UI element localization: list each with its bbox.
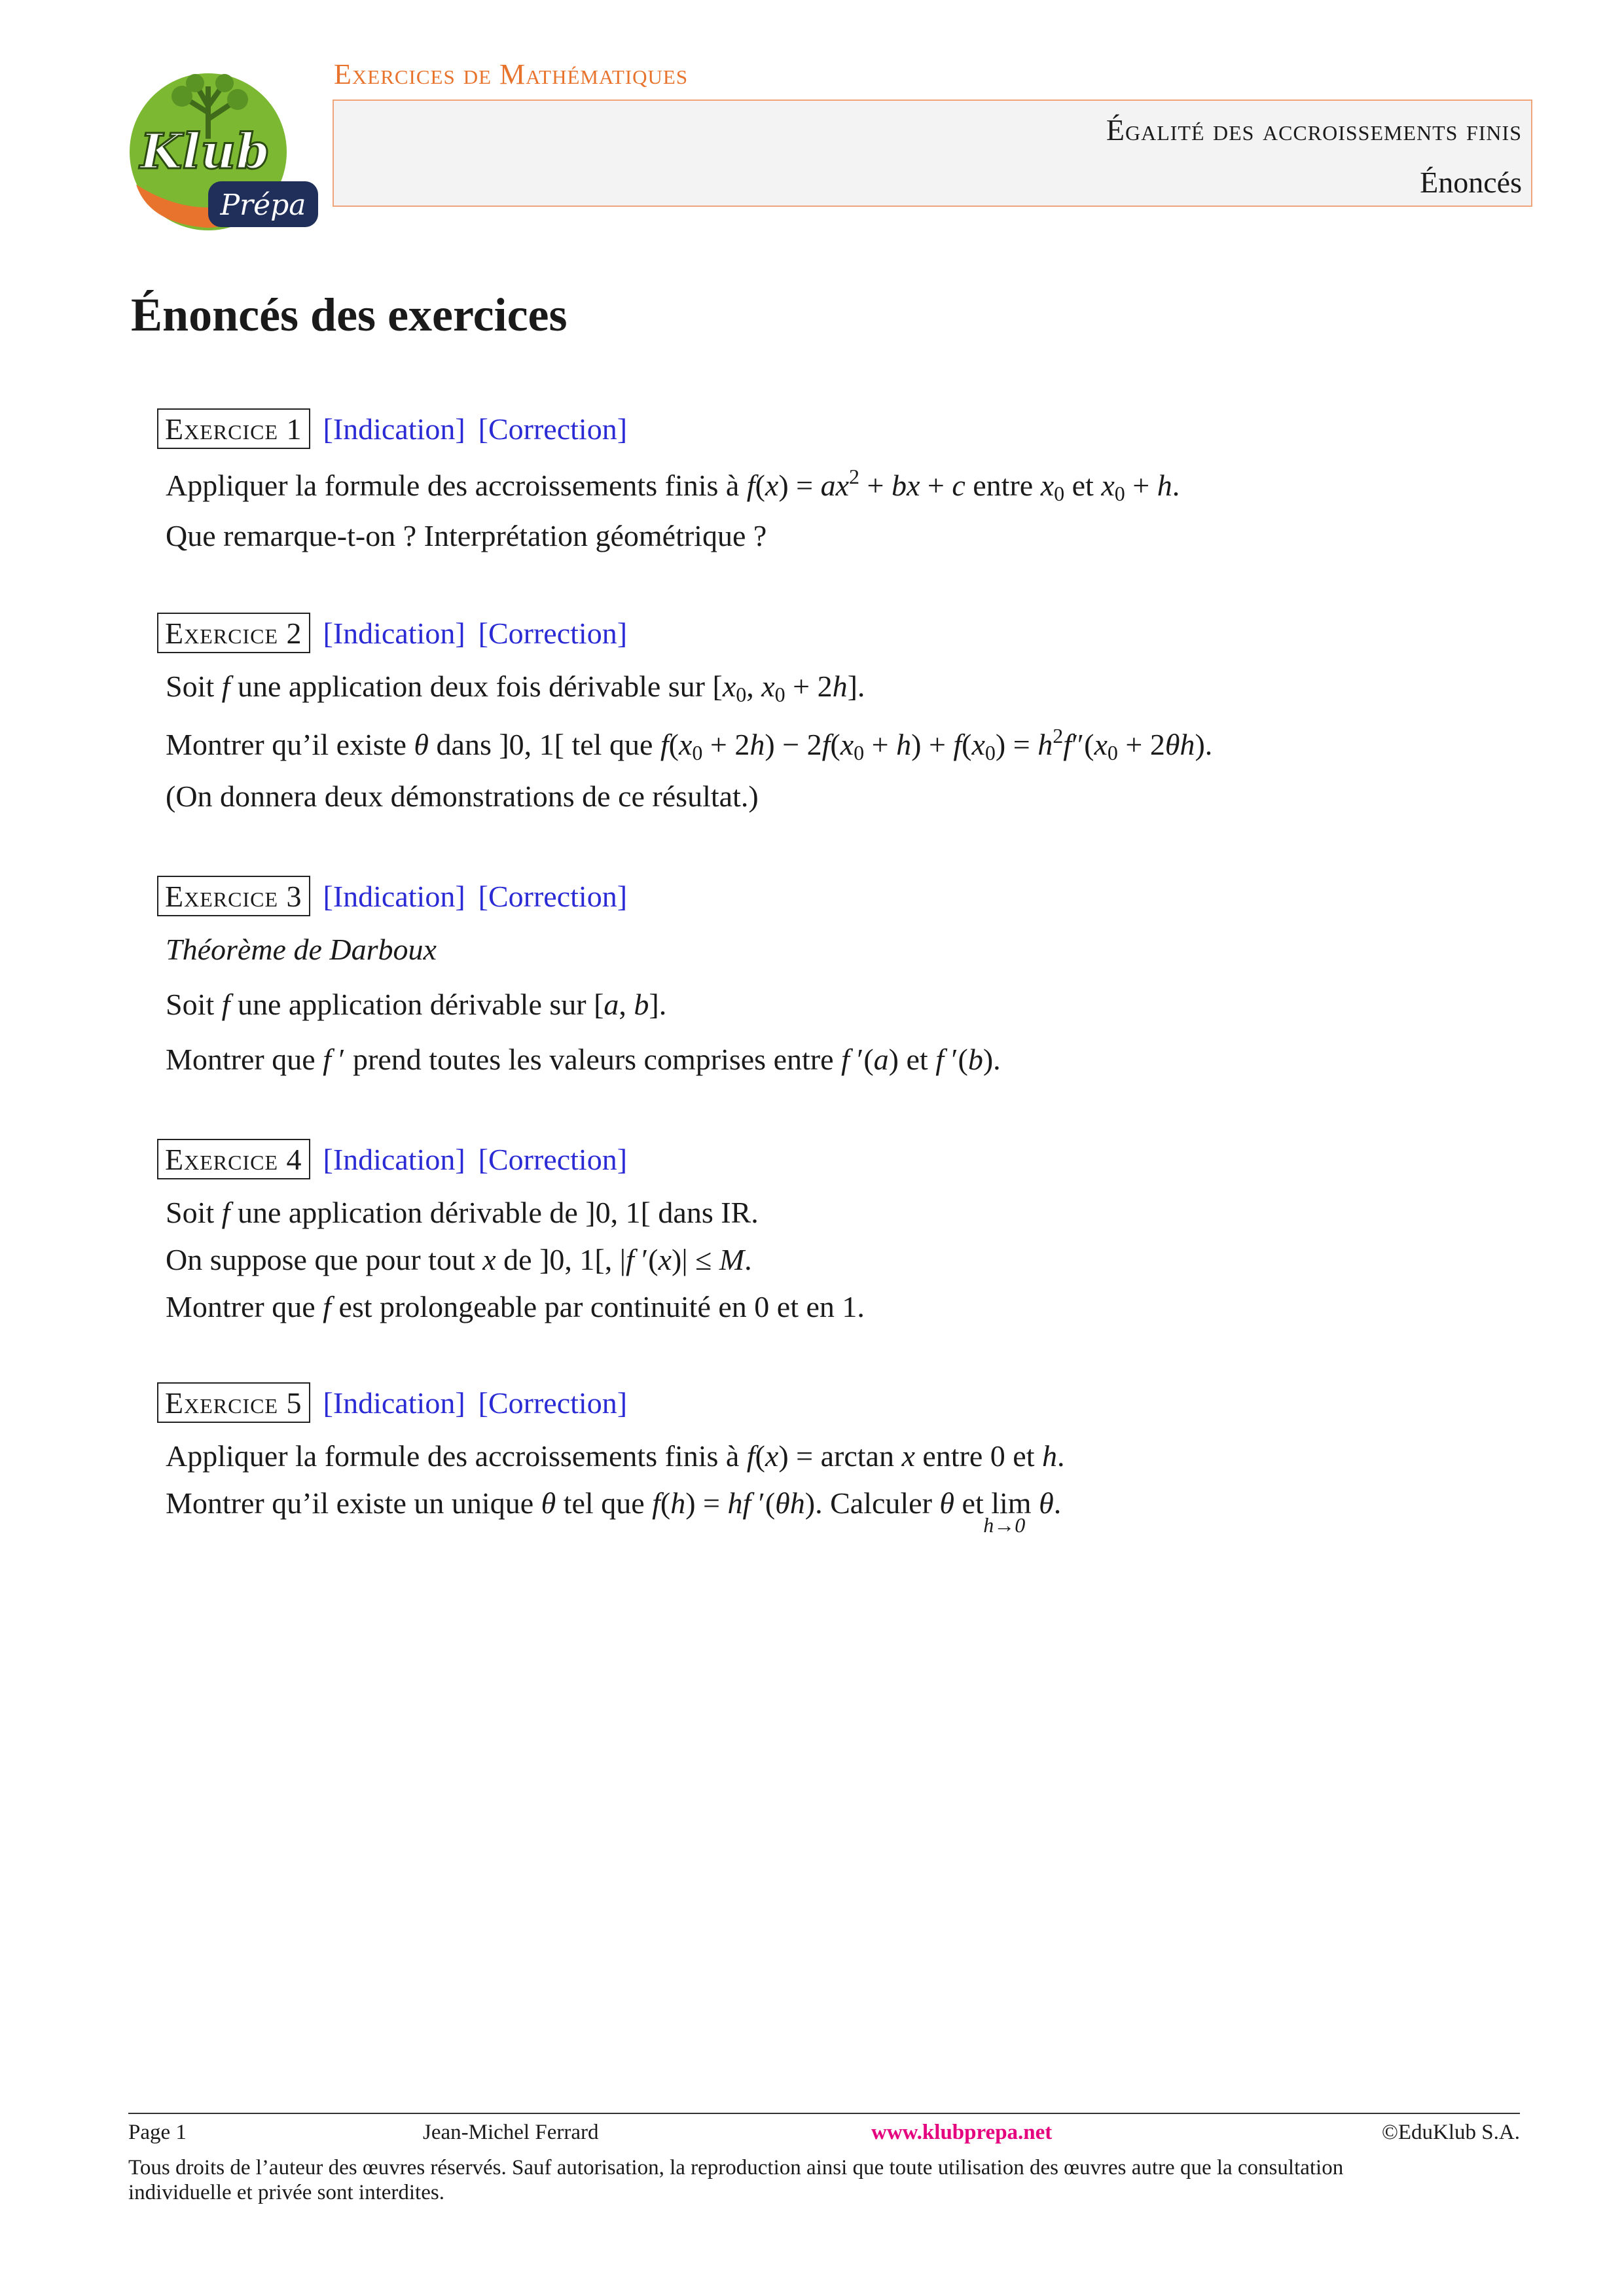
- statement-line: On suppose que pour tout x de ]0, 1[, |f ′(x)| ≤ M.: [166, 1243, 752, 1276]
- logo-text-prepa: Prépa: [220, 188, 306, 222]
- exercise-header: [157, 1139, 627, 1179]
- header-subtitle: Énoncés: [1420, 166, 1522, 199]
- footer-copyright: ©EduKlub S.A.: [1381, 2121, 1520, 2144]
- statement-line: Que remarque-t-on ? Interprétation géométrique ?: [166, 519, 767, 552]
- correction-label: Correction: [488, 879, 617, 913]
- exercise-label: Exercice 4: [157, 1139, 310, 1179]
- footer-divider: [128, 2113, 1520, 2114]
- indication-link[interactable]: [Indication]: [323, 879, 465, 913]
- exercise-label: Exercice 5: [157, 1382, 310, 1423]
- exercise-header: [157, 876, 627, 916]
- correction-label: Correction: [488, 412, 617, 446]
- correction-label: Correction: [488, 616, 617, 650]
- exercise-label: Exercice 3: [157, 876, 310, 916]
- footer-page-number: Page 1: [128, 2121, 187, 2144]
- indication-link[interactable]: [Indication]: [323, 1386, 465, 1420]
- statement-line: Soit f une application dérivable de ]0, 1[ dans IR.: [166, 1196, 759, 1229]
- correction-label: Correction: [488, 1142, 617, 1176]
- statement-line: Montrer qu’il existe un unique θ tel que f(h) = hf ′(θh). Calculer θ et lim h→0 θ.: [166, 1486, 1062, 1537]
- footer-author: Jean-Michel Ferrard: [423, 2121, 599, 2144]
- footer-legal-line: Tous droits de l’auteur des œuvres réservés. Sauf autorisation, la reproduction ainsi que toute utilisation des œuvres autre que la consultation: [128, 2156, 1344, 2179]
- statement-line: (On donnera deux démonstrations de ce résultat.): [166, 780, 759, 813]
- header-box: [333, 99, 1532, 207]
- indication-link[interactable]: [Indication]: [323, 1142, 465, 1176]
- statement-line: Montrer que f est prolongeable par continuité en 0 et en 1.: [166, 1290, 865, 1323]
- correction-link[interactable]: [Correction]: [478, 616, 628, 650]
- exercise-header: [157, 1382, 627, 1423]
- statement-line: Appliquer la formule des accroissements finis à f(x) = arctan x entre 0 et h.: [166, 1439, 1065, 1473]
- correction-link[interactable]: [Correction]: [478, 1386, 628, 1420]
- statement-line: Soit f une application deux fois dérivable sur [$x_0$, $x_0 + 2h$].: [166, 670, 865, 706]
- indication-label: Indication: [333, 879, 456, 913]
- statement-line: Soit f une application dérivable sur [a, b].: [166, 988, 667, 1021]
- correction-link[interactable]: [Correction]: [478, 412, 628, 446]
- footer-website-link[interactable]: www.klubprepa.net: [871, 2121, 1053, 2144]
- klub-prepa-logo: [110, 60, 319, 232]
- statement-line: Montrer que f ′ prend toutes les valeurs comprises entre f ′(a) et f ′(b).: [166, 1043, 1001, 1076]
- indication-label: Indication: [333, 1386, 456, 1420]
- exercise-label: Exercice 1: [157, 408, 310, 449]
- indication-link[interactable]: [Indication]: [323, 616, 465, 650]
- correction-label: Correction: [488, 1386, 617, 1420]
- indication-label: Indication: [333, 616, 456, 650]
- statement-line: Appliquer la formule des accroissements finis à $f(x) = ax^2$ + bx + c entre $x_0$ et $x_0 + h$.: [166, 465, 1180, 505]
- exercise-header: [157, 613, 627, 653]
- page-title: Énoncés des exercices: [131, 289, 568, 341]
- exercise-header: [157, 408, 627, 449]
- correction-link[interactable]: [Correction]: [478, 1142, 628, 1176]
- indication-link[interactable]: [Indication]: [323, 412, 465, 446]
- statement-line: Montrer qu’il existe θ dans ]0, 1[ tel que $f(x_0 + 2h) - 2f(x_0 + h) + f(x_0) = h^2f''(x_0 + 2\theta h)$.: [166, 724, 1213, 764]
- indication-label: Indication: [333, 1142, 456, 1176]
- indication-label: Indication: [333, 412, 456, 446]
- exercise-subtitle: Théorème de Darboux: [166, 933, 437, 966]
- logo-text-klub: Klub: [140, 124, 270, 180]
- header-topic: Égalité des accroissements finis: [1106, 113, 1522, 147]
- correction-link[interactable]: [Correction]: [478, 879, 628, 913]
- footer-legal-line: individuelle et privée sont interdites.: [128, 2181, 444, 2204]
- series-title: Exercices de Mathématiques: [334, 58, 689, 90]
- exercise-label: Exercice 2: [157, 613, 310, 653]
- footer-legal-notice: [128, 2155, 1523, 2205]
